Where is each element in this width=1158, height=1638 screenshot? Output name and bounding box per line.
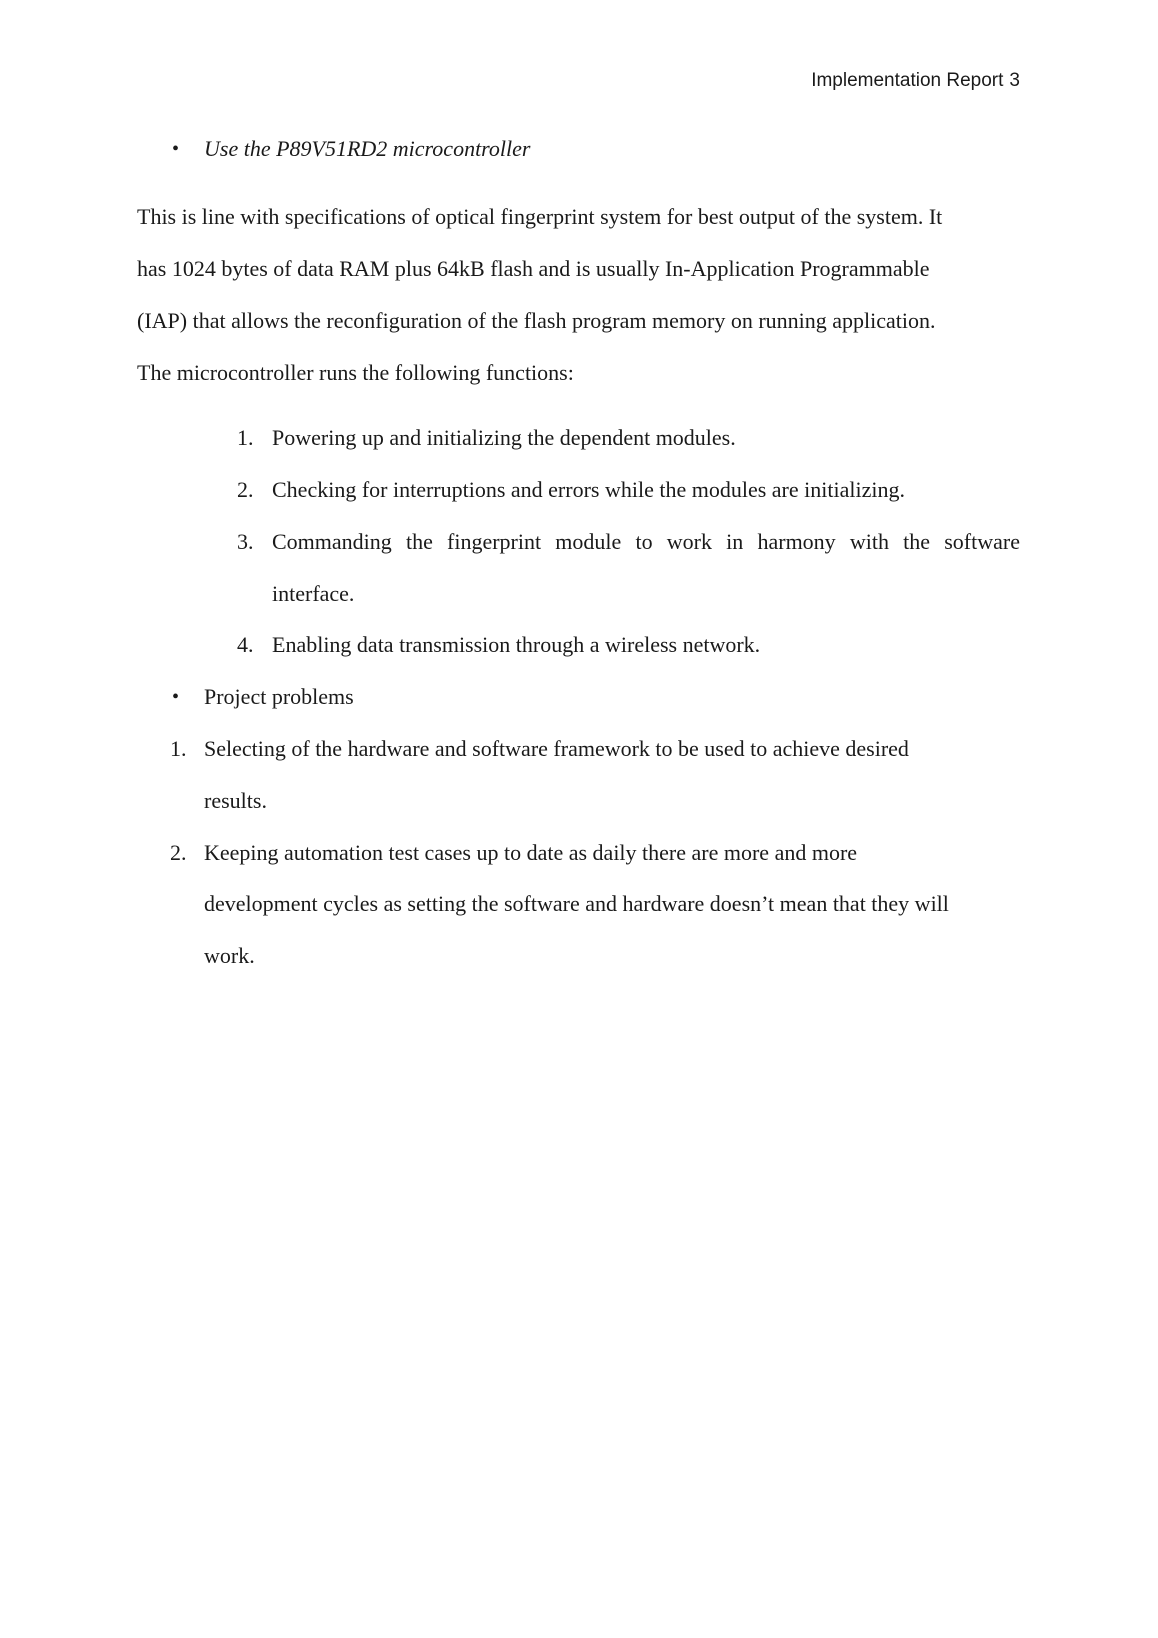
header-title: Implementation Report	[811, 70, 1004, 91]
paragraph-line: The microcontroller runs the following functions:	[137, 360, 574, 385]
list-item-text: Enabling data transmission through a wireless network.	[272, 632, 761, 657]
page-number: 3	[1009, 70, 1020, 91]
list-item-text: work.	[204, 943, 255, 968]
list-item-text: Powering up and initializing the dependent modules.	[272, 425, 736, 450]
list-number: 1.	[237, 425, 254, 450]
page-header	[811, 70, 1020, 92]
list-number: 2.	[170, 840, 187, 865]
paragraph-line: has 1024 bytes of data RAM plus 64kB flash and is usually In-Application Programmable	[137, 256, 930, 281]
list-item-text: Keeping automation test cases up to date as daily there are more and more	[204, 840, 858, 865]
list-item-text: development cycles as setting the software and hardware doesn’t mean that they will	[204, 891, 949, 916]
bullet-text-problems: Project problems	[204, 684, 354, 709]
list-item-text: Commanding the fingerprint module to work in harmony with the software	[272, 529, 1020, 554]
list-item-text: Checking for interruptions and errors while the modules are initializing.	[272, 477, 905, 502]
bullet-text-microcontroller: Use the P89V51RD2 microcontroller	[204, 136, 531, 161]
bullet-marker: •	[172, 686, 180, 708]
list-item-text: Selecting of the hardware and software framework to be used to achieve desired	[204, 736, 909, 761]
paragraph-line: This is line with specifications of optical fingerprint system for best output of the system. It	[137, 204, 943, 229]
list-number: 4.	[237, 632, 254, 657]
list-number: 1.	[170, 736, 187, 761]
list-item-text: interface.	[272, 581, 355, 606]
list-number: 2.	[237, 477, 254, 502]
list-number: 3.	[237, 529, 254, 554]
list-item-text: results.	[204, 788, 267, 813]
paragraph-line: (IAP) that allows the reconfiguration of the flash program memory on running application.	[137, 308, 936, 333]
bullet-marker: •	[172, 138, 180, 160]
